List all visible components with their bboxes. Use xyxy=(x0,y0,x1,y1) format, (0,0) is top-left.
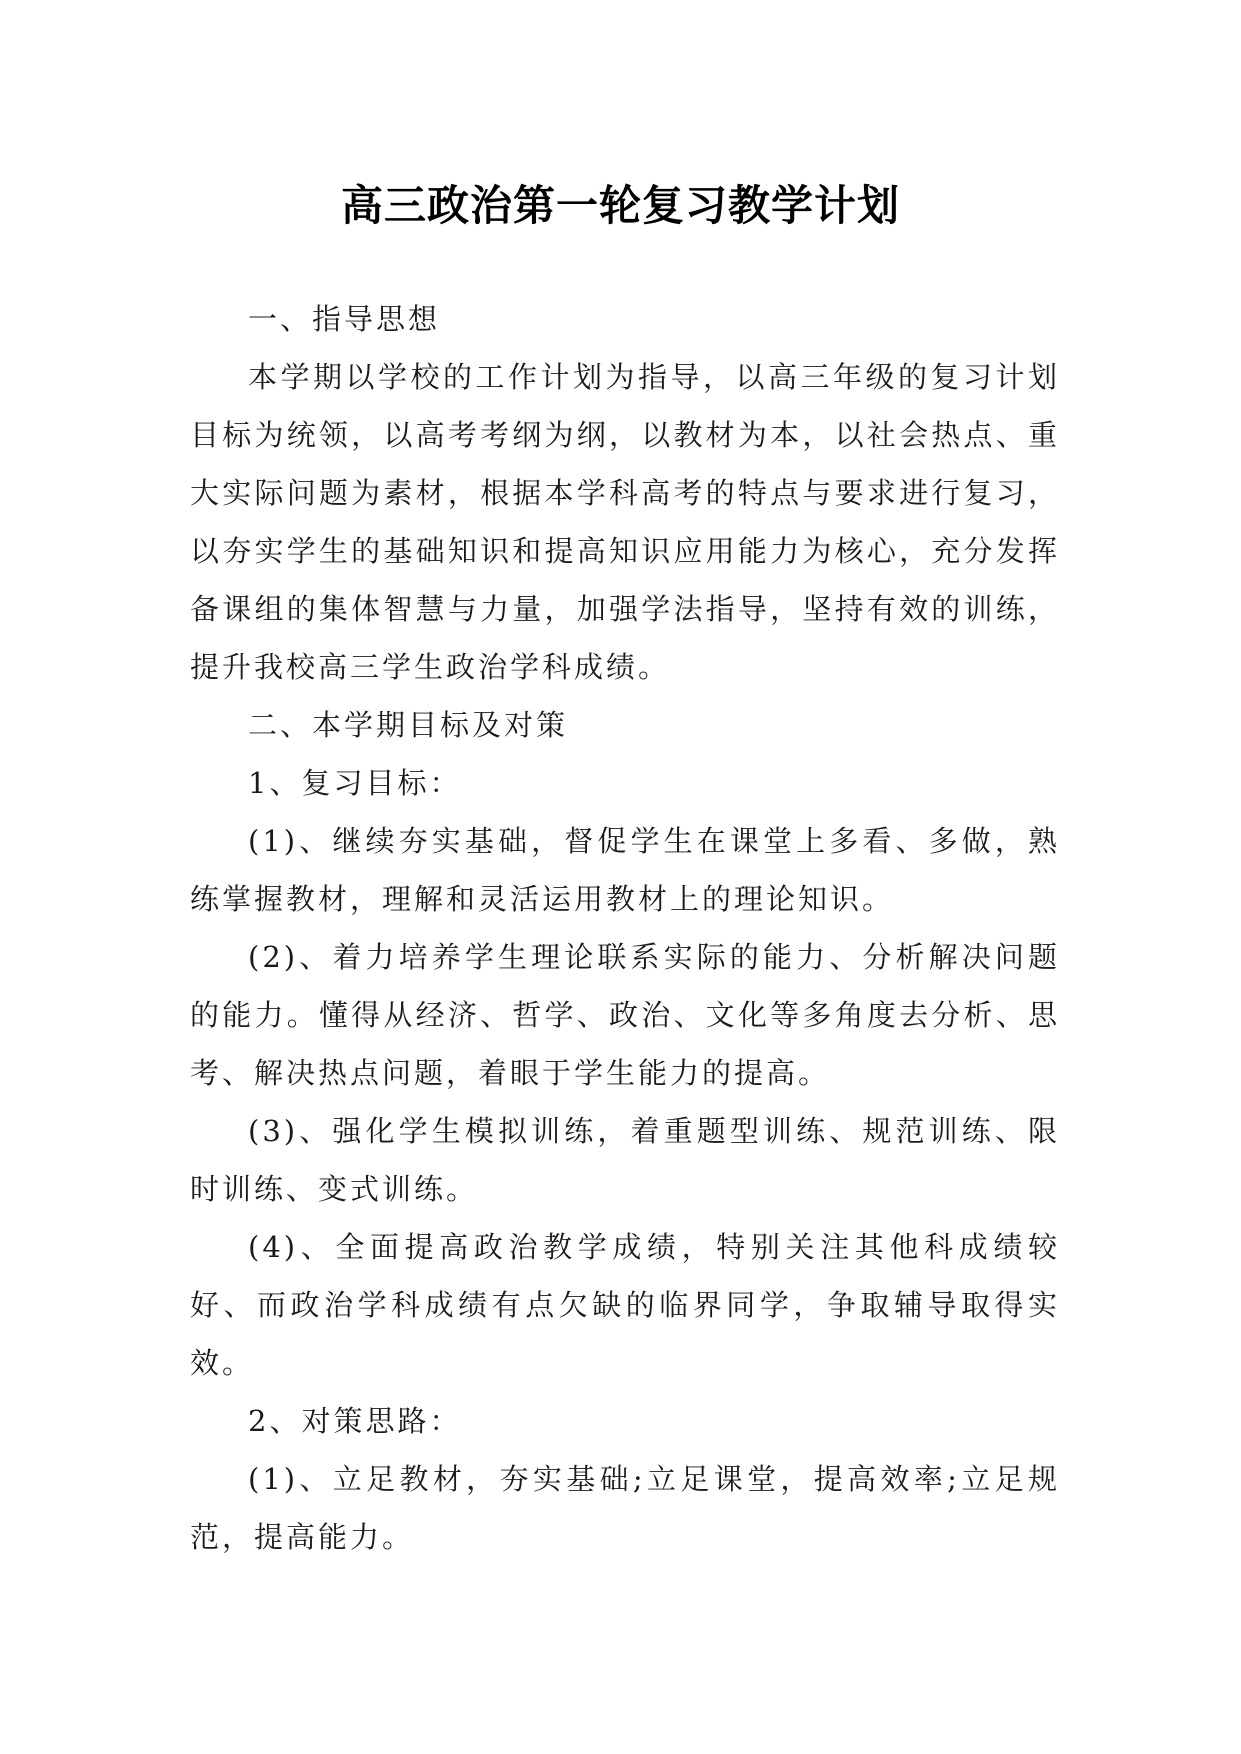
document-body xyxy=(190,290,1060,1566)
subheading-strategy: 2、对策思路： xyxy=(248,1404,462,1438)
section-heading-goals-and-measures: 二、本学期目标及对策 xyxy=(248,708,569,742)
list-item-goal-2: (2)、着力培养学生理论联系实际的能力、分析解决问题的能力。懂得从经济、哲学、政治、文化等多角度去分析、思考、解决热点问题，着眼于学生能力的提高。 xyxy=(190,940,1060,1090)
subheading-review-goals: 1、复习目标： xyxy=(248,766,462,800)
page-title: 高三政治第一轮复习教学计划 xyxy=(340,181,900,231)
list-item-goal-4: (4)、全面提高政治教学成绩，特别关注其他科成绩较好、而政治学科成绩有点欠缺的临界同学，争取辅导取得实效。 xyxy=(190,1230,1060,1380)
list-item-goal-1: (1)、继续夯实基础，督促学生在课堂上多看、多做，熟练掌握教材，理解和灵活运用教材上的理论知识。 xyxy=(190,824,1060,916)
list-item-goal-3: (3)、强化学生模拟训练，着重题型训练、规范训练、限时训练、变式训练。 xyxy=(190,1114,1060,1206)
section-heading-guiding-thought: 一、指导思想 xyxy=(248,302,441,336)
list-item-strategy-1: (1)、立足教材，夯实基础;立足课堂，提高效率;立足规范，提高能力。 xyxy=(190,1462,1060,1554)
paragraph-guiding-thought: 本学期以学校的工作计划为指导，以高三年级的复习计划目标为统领，以高考考纲为纲，以教材为本，以社会热点、重大实际问题为素材，根据本学科高考的特点与要求进行复习，以夯实学生的基础知识和提高知识应用能力为核心，充分发挥备课组的集体智慧与力量，加强学法指导，坚持有效的训练，提升我校高三学生政治学科成绩。 xyxy=(190,360,1060,684)
